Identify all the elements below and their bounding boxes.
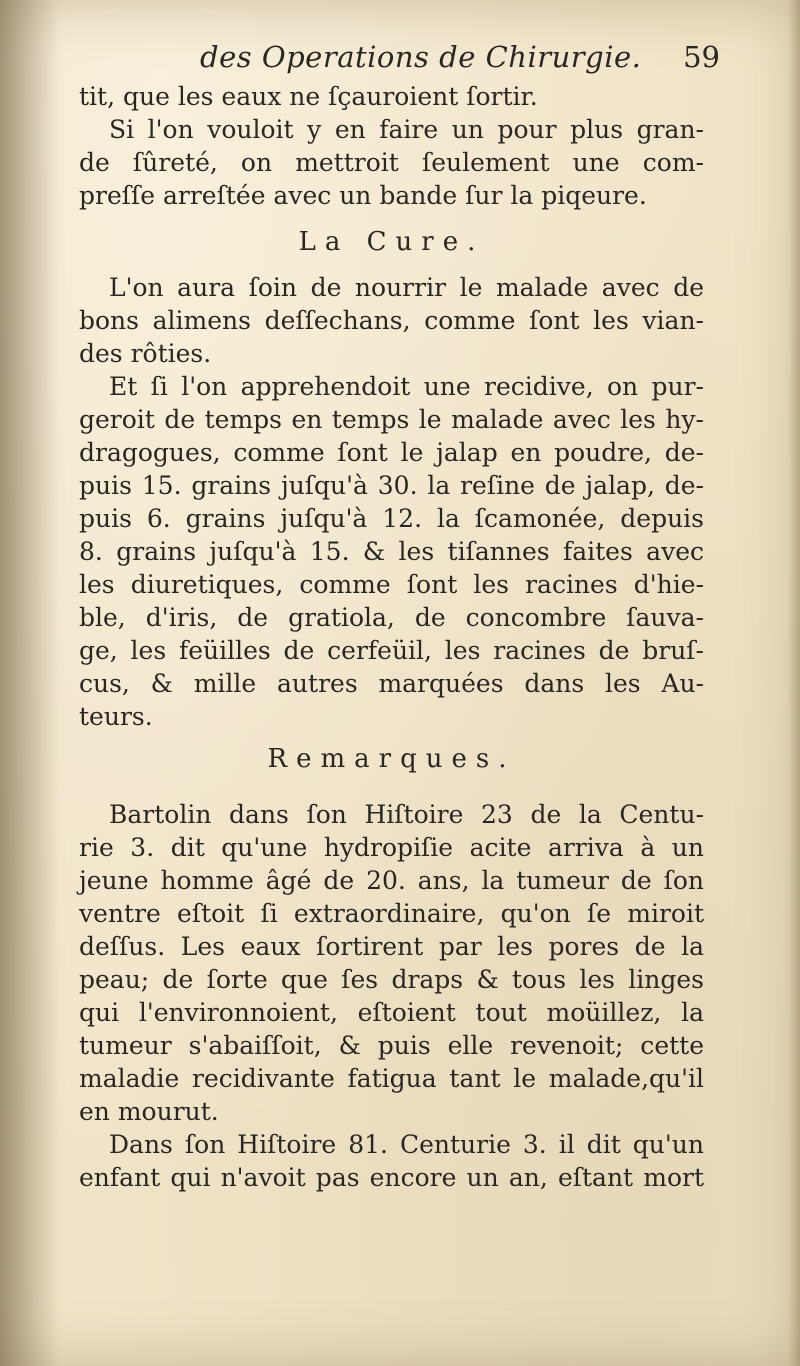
page-edge-shadow <box>788 0 800 1366</box>
text-line: ventre eſtoit ſi extraordinaire, qu'on ſe miroit <box>79 899 704 928</box>
text-line: 8. grains juſqu'à 15. & les tiſannes faites avec <box>79 537 704 566</box>
text-line: maladie recidivante fatigua tant le malade,qu'il <box>79 1064 704 1093</box>
text-line: Si l'on vouloit y en faire un pour plus gran- <box>109 115 704 144</box>
page-body <box>79 80 704 1194</box>
text-line: L'on aura ſoin de nourrir le malade avec de <box>109 273 704 302</box>
text-line: tumeur s'abaiſſoit, & puis elle revenoit; cette <box>79 1031 704 1060</box>
text-line: teurs. <box>79 702 153 731</box>
page-header <box>200 40 720 80</box>
text-line: en mourut. <box>79 1097 219 1126</box>
text-line: qui l'environnoient, eſtoient tout moüillez, la <box>79 998 704 1027</box>
text-line: enfant qui n'avoit pas encore un an, eſtant mort <box>79 1163 704 1192</box>
text-line: des rôties. <box>79 339 212 368</box>
text-line: puis 6. grains juſqu'à 12. la ſcamonée, depuis <box>79 504 704 533</box>
text-line: de ſûreté, on mettroit ſeulement une com- <box>79 148 704 177</box>
text-line: Dans ſon Hiſtoire 81. Centurie 3. il dit qu'un <box>109 1130 704 1159</box>
text-line: peau; de ſorte que ſes draps & tous les linges <box>79 965 704 994</box>
text-line: puis 15. grains juſqu'à 30. la reſine de jalap, de- <box>79 471 704 500</box>
text-line: les diuretiques, comme ſont les racines d'hie- <box>79 570 704 599</box>
text-line: deſſus. Les eaux ſortirent par les pores de la <box>79 932 704 961</box>
gutter-shadow <box>0 0 60 1366</box>
page-number: 59 <box>683 40 720 74</box>
text-line: jeune homme âgé de 20. ans, la tumeur de ſon <box>79 866 704 895</box>
section-heading-cure: La Cure. <box>298 227 485 257</box>
text-line: ge, les feüilles de cerfeüil, les racines de bruſ- <box>79 636 704 665</box>
text-line: preſſe arreſtée avec un bande ſur la piqeure. <box>79 181 647 210</box>
text-line: ble, d'iris, de gratiola, de concombre ſauva- <box>79 603 704 632</box>
text-line: Bartolin dans ſon Hiſtoire 23 de la Centu- <box>109 800 704 829</box>
text-line: geroit de temps en temps le malade avec les hy- <box>79 405 704 434</box>
section-heading-remarques: Remarques. <box>267 744 516 774</box>
text-line: rie 3. dit qu'une hydropiſie acite arriva à un <box>79 833 704 862</box>
running-head: des Operations de Chirurgie. <box>200 40 642 74</box>
text-line: cus, & mille autres marquées dans les Au- <box>79 669 704 698</box>
text-line: bons alimens deſſechans, comme ſont les vian- <box>79 306 704 335</box>
text-line: tit, que les eaux ne ſçauroient ſortir. <box>79 82 538 111</box>
text-line: Et ſi l'on apprehendoit une recidive, on pur- <box>109 372 704 401</box>
text-line: dragogues, comme ſont le jalap en poudre, de- <box>79 438 704 467</box>
